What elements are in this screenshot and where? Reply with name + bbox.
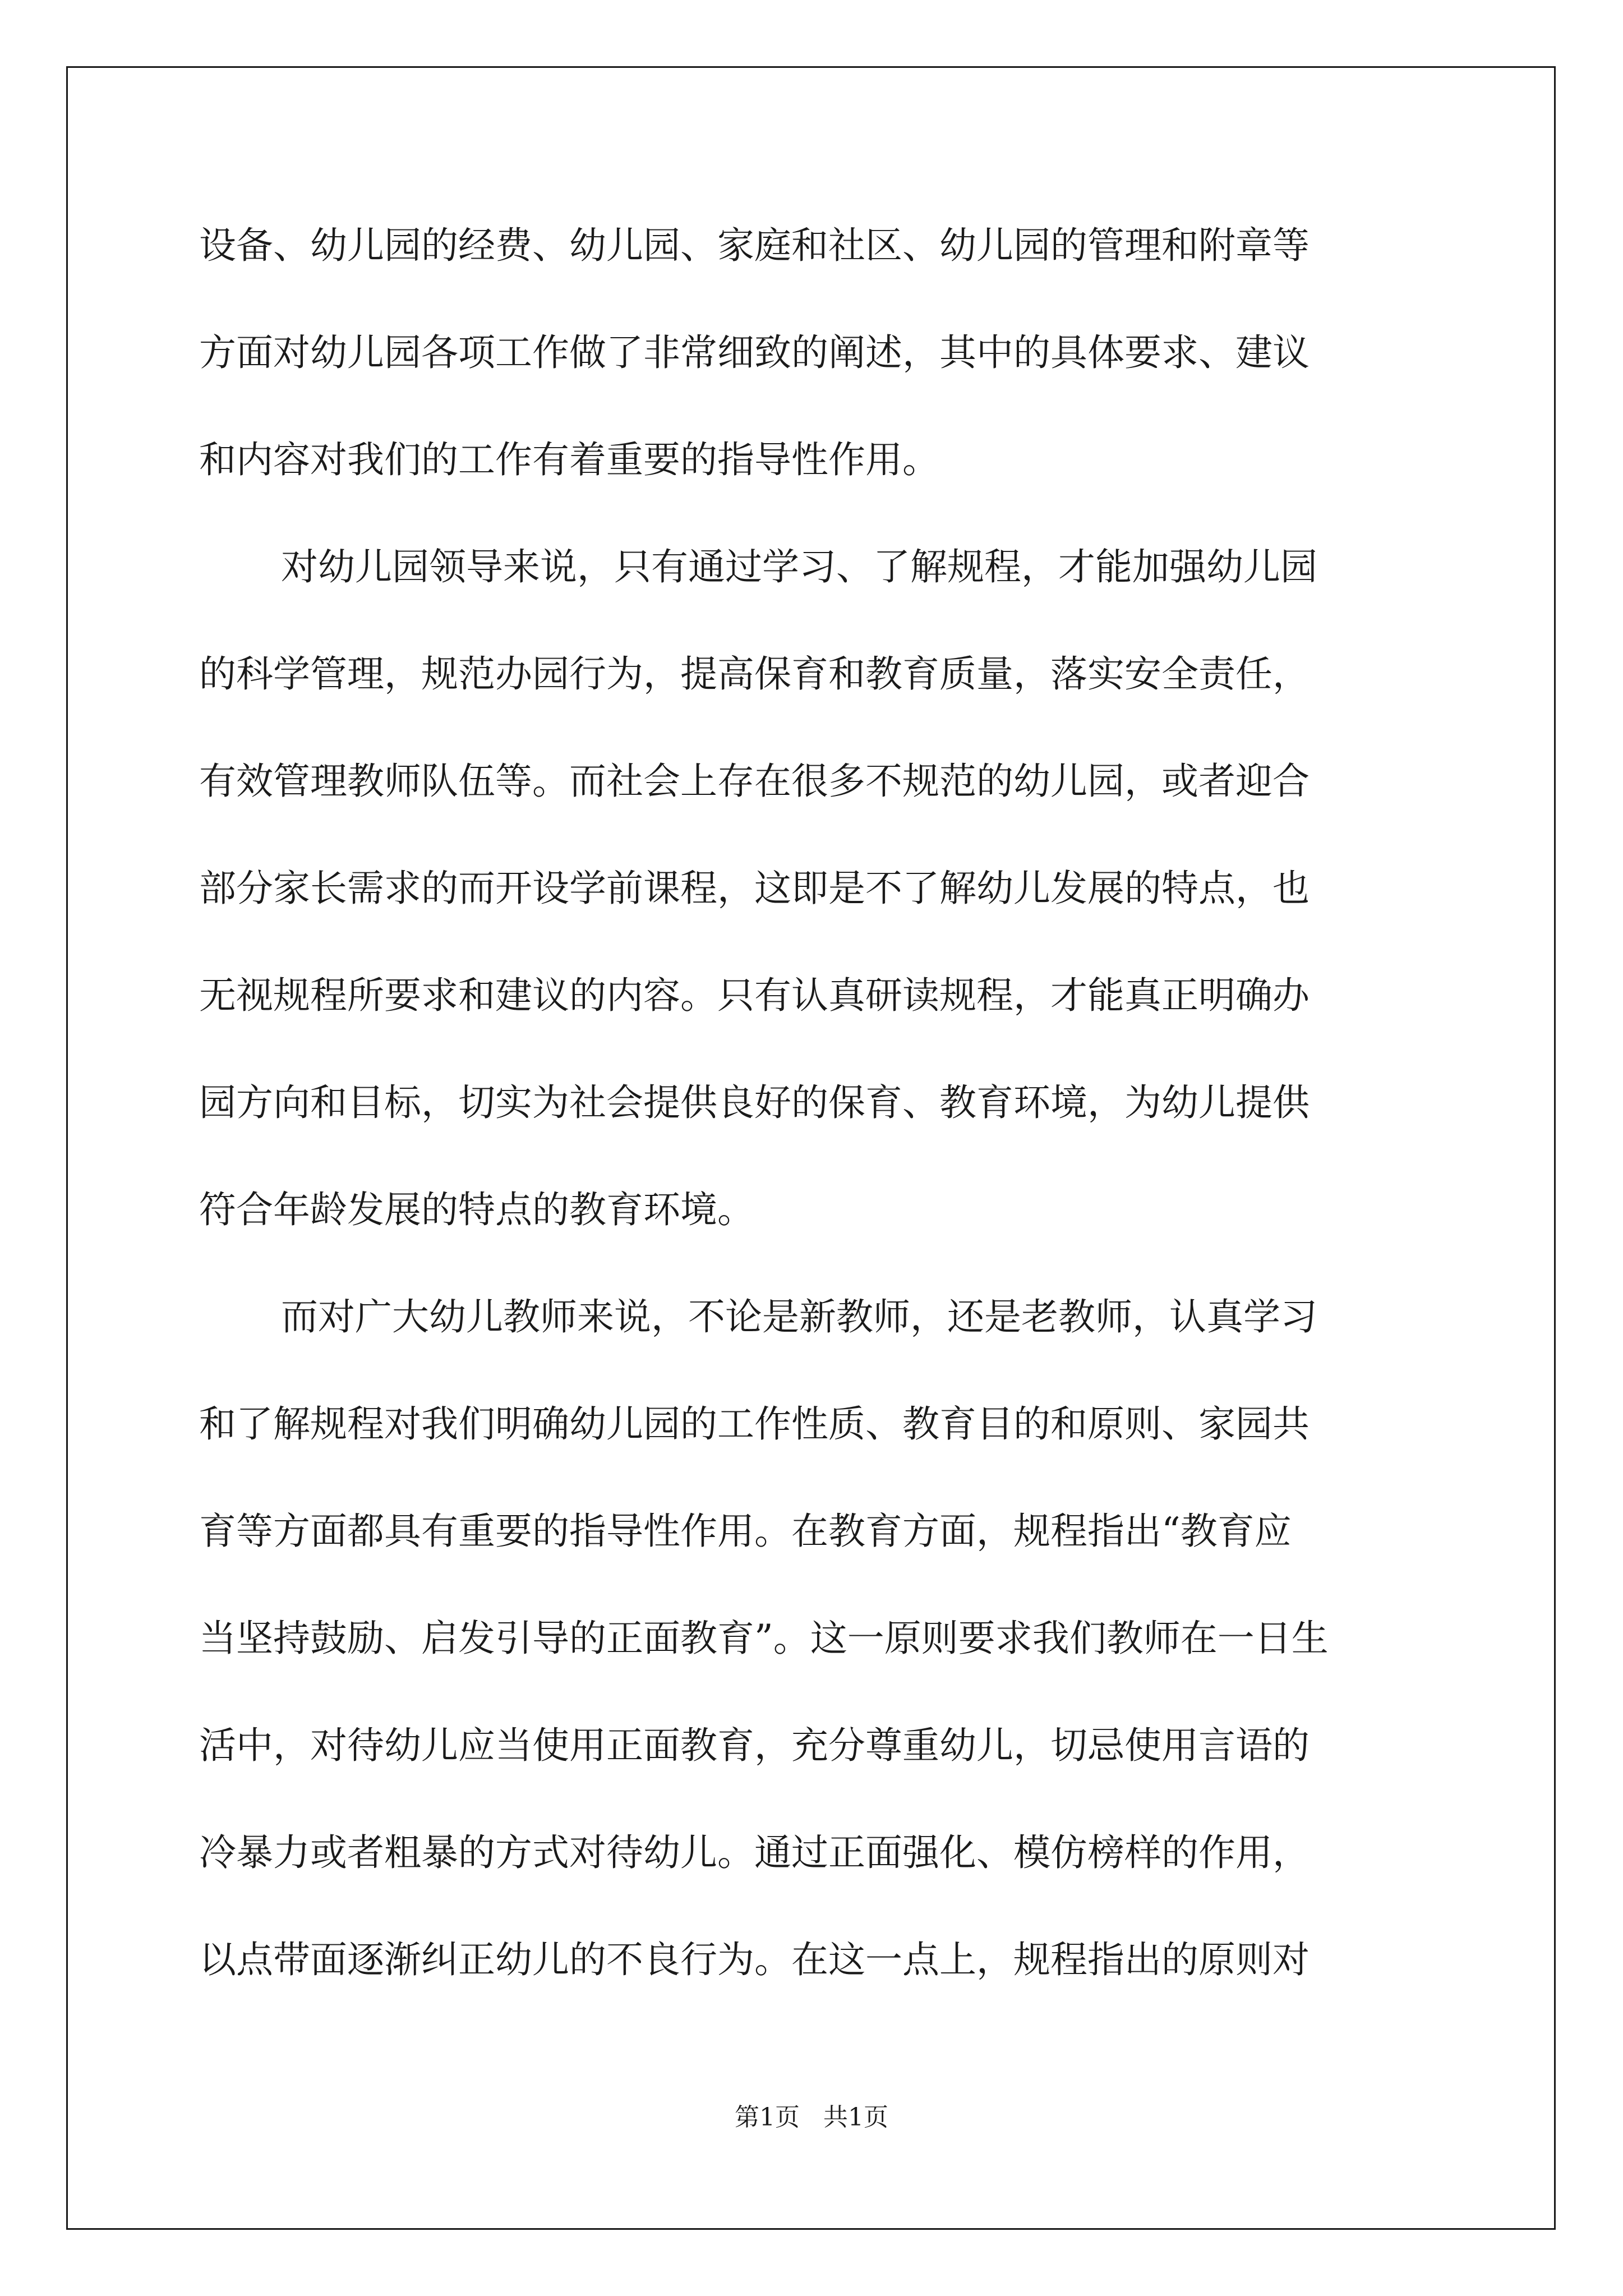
paragraph-start-line: 对幼儿园领导来说，只有通过学习、了解规程，才能加强幼儿园	[281, 545, 1317, 588]
text-line: 园方向和目标，切实为社会提供良好的保育、教育环境，为幼儿提供	[199, 1081, 1310, 1124]
text-line: 活中，对待幼儿应当使用正面教育，充分尊重幼儿，切忌使用言语的	[199, 1724, 1310, 1767]
page-border	[66, 66, 1556, 2230]
page-number-footer: 第1页 共1页	[735, 2103, 888, 2132]
text-line: 冷暴力或者粗暴的方式对待幼儿。通过正面强化、模仿榜样的作用，	[199, 1831, 1310, 1874]
text-line: 的科学管理，规范办园行为，提高保育和教育质量，落实安全责任，	[199, 652, 1310, 696]
text-line: 和了解规程对我们明确幼儿园的工作性质、教育目的和原则、家园共	[199, 1402, 1310, 1446]
text-line: 部分家长需求的而开设学前课程，这即是不了解幼儿发展的特点，也	[199, 867, 1310, 910]
text-line: 符合年龄发展的特点的教育环境。	[199, 1188, 754, 1231]
text-line: 当坚持鼓励、启发引导的正面教育”。这一原则要求我们教师在一日生	[199, 1617, 1329, 1660]
text-line: 设备、幼儿园的经费、幼儿园、家庭和社区、幼儿园的管理和附章等	[199, 224, 1310, 267]
text-line: 有效管理教师队伍等。而社会上存在很多不规范的幼儿园，或者迎合	[199, 760, 1310, 803]
text-line: 以点带面逐渐纠正幼儿的不良行为。在这一点上，规程指出的原则对	[199, 1938, 1310, 1981]
paragraph-start-line: 而对广大幼儿教师来说，不论是新教师，还是老教师，认真学习	[281, 1295, 1317, 1338]
text-line: 育等方面都具有重要的指导性作用。在教育方面，规程指出“教育应	[199, 1510, 1292, 1553]
text-line: 方面对幼儿园各项工作做了非常细致的阐述，其中的具体要求、建议	[199, 331, 1310, 374]
text-line: 和内容对我们的工作有着重要的指导性作用。	[199, 438, 939, 481]
text-line: 无视规程所要求和建议的内容。只有认真研读规程，才能真正明确办	[199, 974, 1310, 1017]
